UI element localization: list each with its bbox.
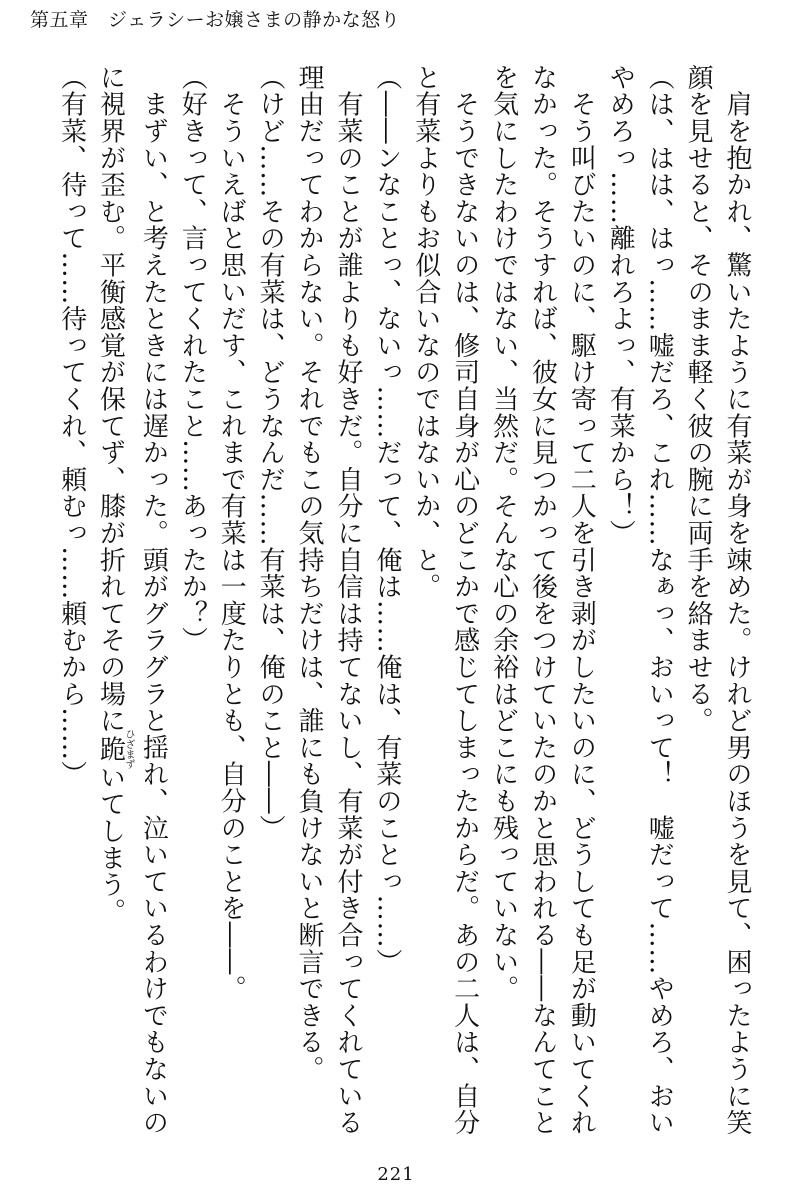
text-line: まずい、と考えたときには遅かった。頭がグラグラと揺れ、泣いているわけでもないの <box>138 64 169 1136</box>
page-number: 221 <box>377 1164 415 1185</box>
ruby-annotation: 跪ひざまず <box>95 729 134 769</box>
text-line: （――ンなことっ、ないっ……だって、俺は……俺は、有菜のことっ……） <box>371 64 402 976</box>
text-line: 有菜のことが誰よりも好きだ。自分に自信は持てないし、有菜が付き合ってくれている <box>332 64 363 1136</box>
text-line: 肩を抱かれ、驚いたように有菜が身を竦めた。けれど男のほうを見て、困ったように笑 <box>722 64 752 1136</box>
text-line: （けど……その有菜は、どうなんだ……有菜は、俺のこと――） <box>255 64 286 842</box>
ruby-reading: ひざまず <box>123 729 134 769</box>
text-line: に視界が歪む。平衡感覚が保てず、膝が折れてその場に跪ひざまずいてしまう。 <box>95 64 134 925</box>
text-line: なかった。そうすれば、彼女に見つかって後をつけていたのかと思われる――なんてこと <box>527 64 558 1136</box>
text-line: と有菜よりもお似合いなのではないか、と。 <box>410 64 441 600</box>
running-head: 第五章 ジェラシーお嬢さまの静かな怒り <box>30 9 401 31</box>
text-line: （は、はは、はっ……嘘だろ、これ……なぁっ、おいって！ 嘘だって……やめろ、おい <box>644 64 675 1136</box>
text-line: やめろっ……離れろよっ、有菜から！） <box>605 64 636 547</box>
text-line: （好きって、言ってくれたこと……あったか？） <box>177 64 208 654</box>
text-line: を気にしたわけではない、当然だ。そんな心の余裕はどこにも残っていない。 <box>488 64 519 1002</box>
body-text <box>52 64 756 1150</box>
text-line: 顔を見せると、そのまま軽く彼の腕に両手を絡ませる。 <box>683 64 714 734</box>
text-line: （有菜、待って……待ってくれ、頼むっ……頼むから……） <box>56 64 87 788</box>
text-line: 理由だってわからない。それでもこの気持ちだけは、誰にも負けないと断言できる。 <box>294 64 325 1083</box>
text-line: そうできないのは、修司自身が心のどこかで感じてしまったからだ。あの二人は、自分 <box>449 64 480 1136</box>
text-line: そう叫びたいのに、駆け寄って二人を引き剥がしたいのに、どうしても足が動いてくれ <box>566 64 597 1136</box>
text-line: そういえばと思いだす、これまで有菜は一度たりとも、自分のことを――。 <box>216 64 247 1002</box>
